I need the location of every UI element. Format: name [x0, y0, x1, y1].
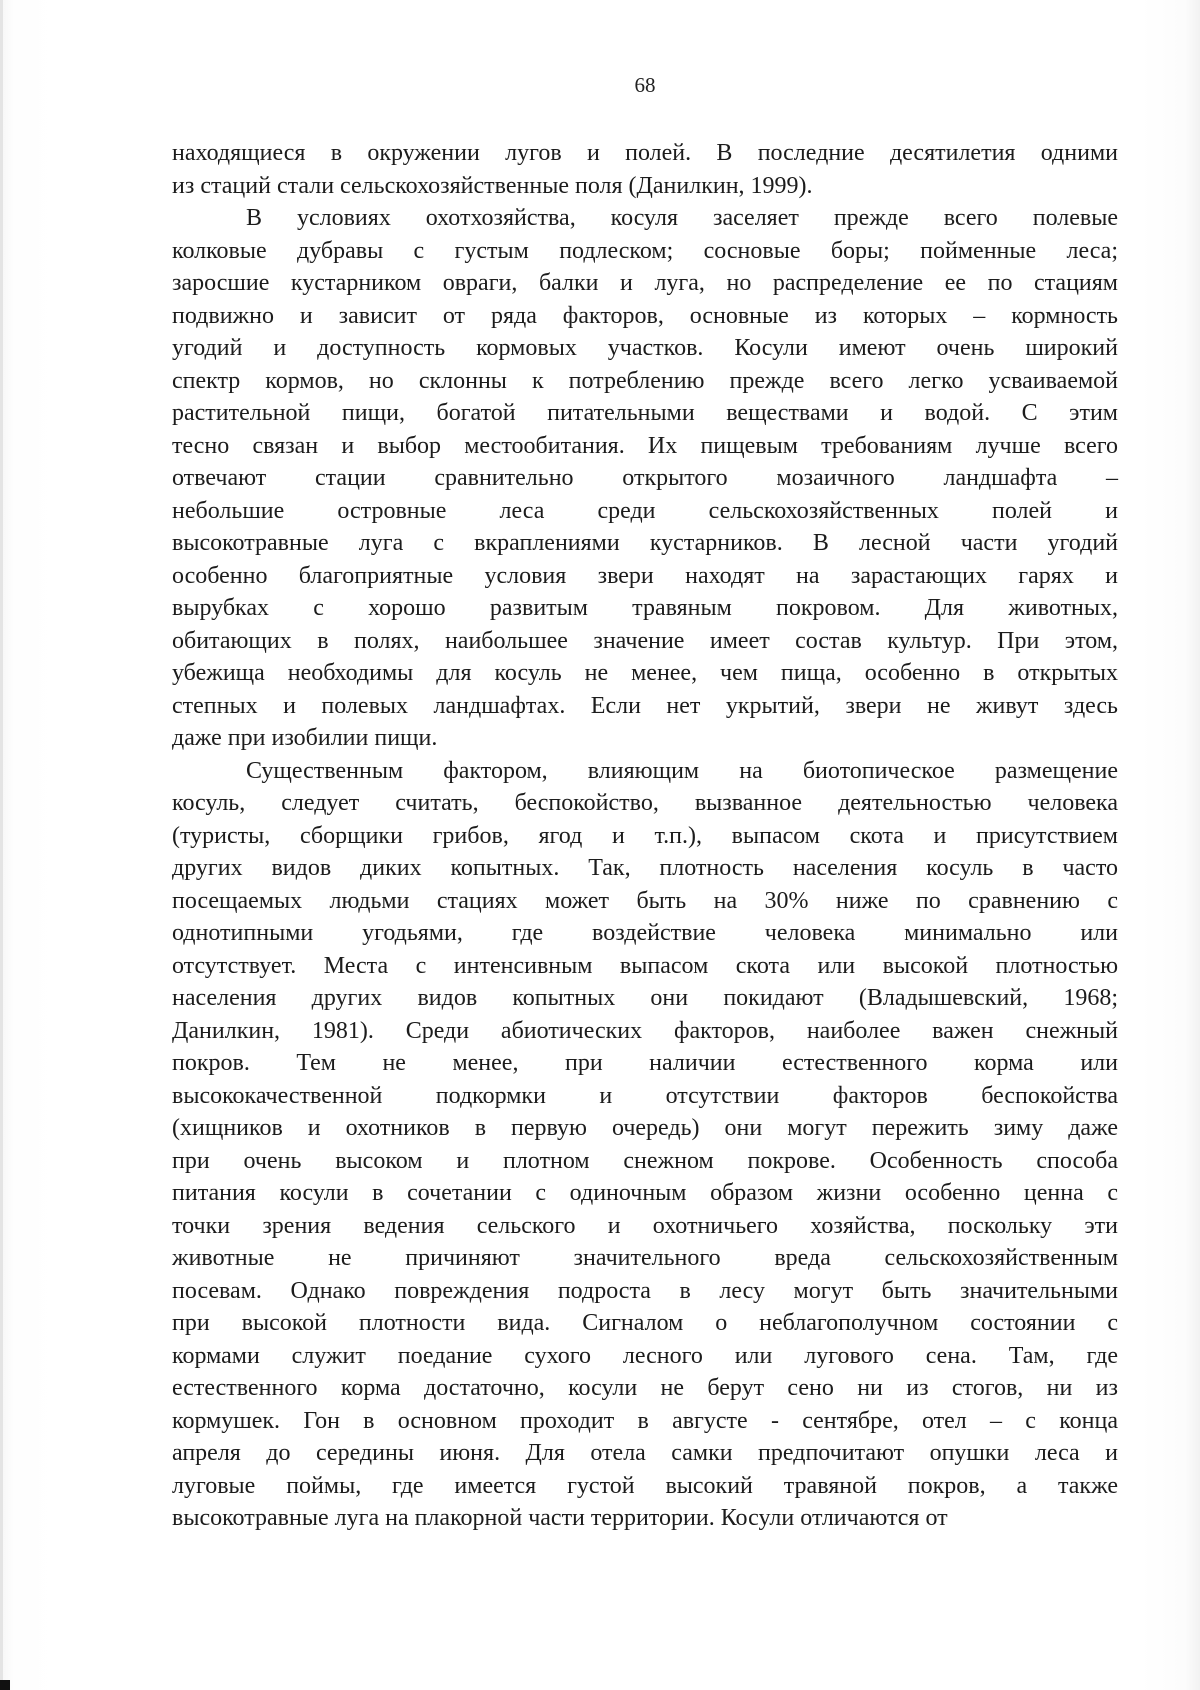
text-line: Существенным фактором, влияющим на биотопическое размещение [246, 757, 1118, 784]
text-line: высокотравные луга с вкраплениями кустарников. В лесной части угодий [172, 530, 1118, 556]
text-line: отсутствует. Места с интенсивным выпасом скота или высокой плотностью [172, 952, 1118, 979]
text-line: других видов диких копытных. Так, плотность населения косуль в часто [172, 855, 1118, 881]
text-line: луговые поймы, где имеется густой высокий травяной покров, а также [172, 1472, 1118, 1499]
text-line: подвижно и зависит от ряда факторов, основные из которых – кормность [172, 302, 1118, 329]
text-line: точки зрения ведения сельского и охотничьего хозяйства, поскольку эти [172, 1212, 1118, 1239]
text-line: при высокой плотности вида. Сигналом о неблагополучном состоянии с [172, 1310, 1118, 1336]
paragraph [172, 137, 1118, 202]
scan-corner-mark [0, 1680, 10, 1690]
body-text [172, 137, 1118, 1535]
text-line: убежища необходимы для косуль не менее, чем пища, особенно в открытых [172, 660, 1118, 686]
text-line: растительной пищи, богатой питательными веществами и водой. С этим [172, 400, 1118, 426]
text-line: даже при изобилии пищи. [172, 725, 438, 751]
text-line: высококачественной подкормки и отсутствии факторов беспокойства [172, 1082, 1118, 1109]
text-line: Данилкин, 1981). Среди абиотических факторов, наиболее важен снежный [172, 1017, 1118, 1044]
text-line: высокотравные луга на плакорной части территории. Косули отличаются от [172, 1505, 948, 1531]
text-line: обитающих в полях, наибольшее значение имеет состав культур. При этом, [172, 627, 1118, 654]
text-line: находящиеся в окружении лугов и полей. В последние десятилетия одними [172, 140, 1118, 166]
scan-edge-shadow [0, 0, 3, 1690]
text-line: (хищников и охотников в первую очередь) они могут пережить зиму даже [172, 1115, 1118, 1141]
text-line: кормами служит поедание сухого лесного или лугового сена. Там, где [172, 1342, 1118, 1369]
text-line: при очень высоком и плотном снежном покрове. Особенность способа [172, 1147, 1118, 1174]
text-line: спектр кормов, но склонны к потреблению прежде всего легко усваиваемой [172, 367, 1118, 394]
paragraph [172, 202, 1118, 755]
text-line: посещаемых людьми стациях может быть на 30% ниже по сравнению с [172, 887, 1118, 914]
text-line: отвечают стации сравнительно открытого мозаичного ландшафта – [172, 465, 1118, 491]
text-line: угодий и доступность кормовых участков. Косули имеют очень широкий [172, 335, 1118, 361]
text-line: (туристы, сборщики грибов, ягод и т.п.), выпасом скота и присутствием [172, 822, 1118, 849]
text-line: посевам. Однако повреждения подроста в лесу могут быть значительными [172, 1277, 1118, 1304]
text-line: тесно связан и выбор местообитания. Их пищевым требованиям лучше всего [172, 432, 1118, 459]
text-line: колковые дубравы с густым подлеском; сосновые боры; пойменные леса; [172, 237, 1118, 264]
text-line: В условиях охотхозяйства, косуля заселяет прежде всего полевые [246, 205, 1118, 231]
text-line: степных и полевых ландшафтах. Если нет укрытий, звери не живут здесь [172, 692, 1118, 719]
text-line: населения других видов копытных они покидают (Владышевский, 1968; [172, 985, 1118, 1011]
page-number: 68 [634, 73, 656, 97]
text-line: вырубках с хорошо развитым травяным покровом. Для животных, [172, 595, 1118, 621]
text-line: животные не причиняют значительного вреда сельскохозяйственным [172, 1245, 1118, 1271]
text-line: косуль, следует считать, беспокойство, вызванное деятельностью человека [172, 790, 1118, 816]
text-line: покров. Тем не менее, при наличии естественного корма или [172, 1050, 1118, 1076]
text-line: питания косули в сочетании с одиночным образом жизни особенно ценна с [172, 1180, 1118, 1206]
text-line: небольшие островные леса среди сельскохозяйственных полей и [172, 497, 1118, 524]
text-line: естественного корма достаточно, косули не берут сено ни из стогов, ни из [172, 1375, 1118, 1401]
text-line: апреля до середины июня. Для отела самки предпочитают опушки леса и [172, 1440, 1118, 1466]
text-line: особенно благоприятные условия звери находят на зарастающих гарях и [172, 562, 1118, 589]
text-line: из стаций стали сельскохозяйственные поля (Данилкин, 1999). [172, 172, 813, 199]
paragraph [172, 755, 1118, 1535]
text-line: однотипными угодьями, где воздействие человека минимально или [172, 920, 1118, 946]
text-line: кормушек. Гон в основном проходит в августе - сентябре, отел – с конца [172, 1407, 1118, 1434]
text-line: заросшие кустарником овраги, балки и луга, но распределение ее по стациям [172, 270, 1118, 296]
